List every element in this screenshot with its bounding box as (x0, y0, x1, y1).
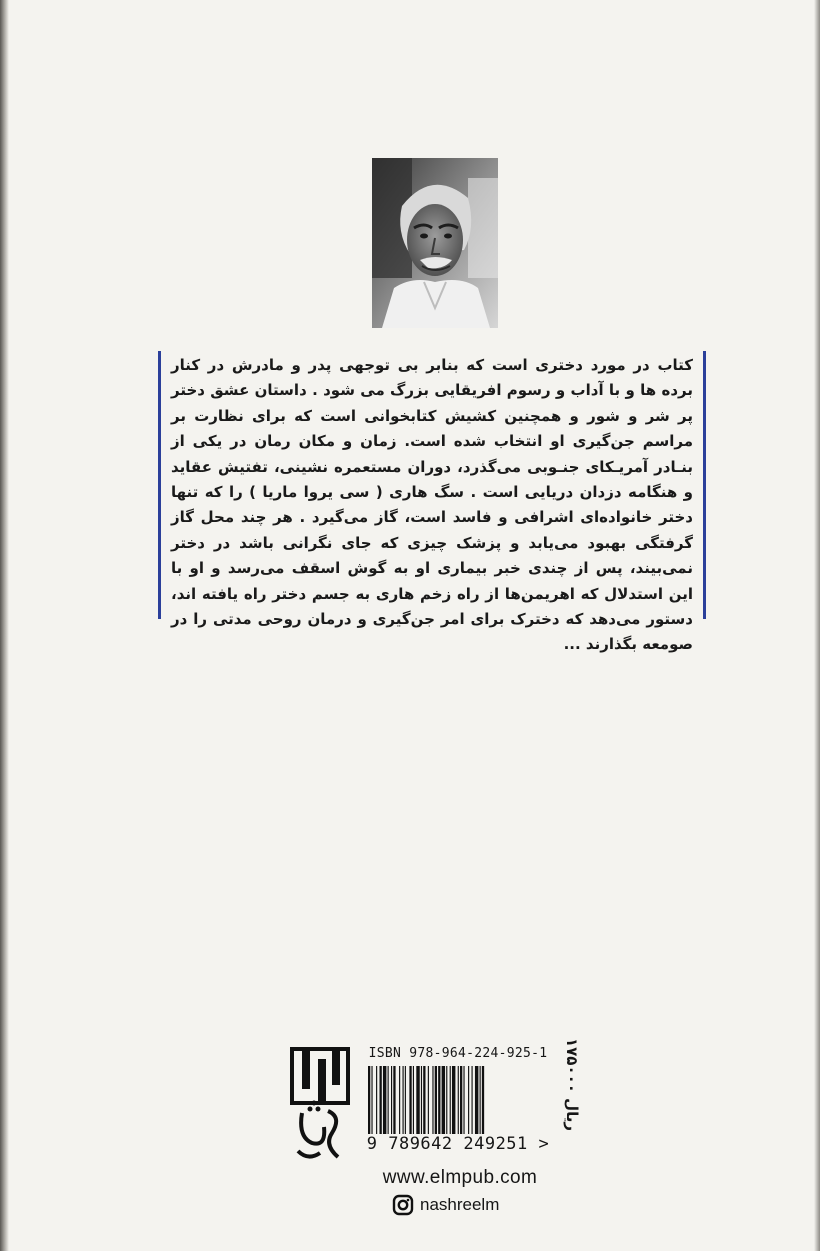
barcode-bar (472, 1066, 473, 1134)
barcode-bars (366, 1066, 552, 1134)
barcode-bar (413, 1066, 414, 1134)
publisher-social (392, 1192, 532, 1218)
barcode-bar (403, 1066, 404, 1134)
barcode-image (366, 1066, 552, 1134)
barcode-bar (380, 1066, 382, 1134)
barcode-bar (391, 1066, 392, 1134)
barcode-bar (388, 1066, 389, 1134)
barcode-bar (432, 1066, 433, 1134)
barcode-bar (482, 1066, 484, 1134)
barcode-bar (458, 1066, 459, 1134)
barcode-bar (421, 1066, 422, 1134)
book-description: کتاب در مورد دختری است که بنابر بی توجهی پدر و مادرش در کنار برده ها و با آداب و رسوم افریقایی بزرگ می شود . داستان عشق دختر پر شر و شور و همچنین کشیش کتابخوانی است که برای نظارت بر مراسم جن‌گیری او انتخاب شده است. زمان و مکان رمان در یکی از بنـادر آمریـکای جنـوبی می‌گذرد، دوران مستعمره نشینی، تفتیش عقاید و هنگامه دزدان دریایی است . سگ هاری ( سی یروا ماریا ) را که تنها دختر خانواده‌ای اشرافی و فاسد است، گاز می‌گیرد . هر چند محل گاز گرفتگی بهبود می‌یابد و پزشک چیزی که جای نگرانی باشد در دختر نمی‌بیند، پس از چندی خبر بیماری او به گوش اسقف می‌رسد و او با این استدلال که اهریمن‌ها از راه زخم هاری به جسم دختر راه یافته اند، دستور می‌دهد که دخترک برای امر جن‌گیری و درمان روحی مدتی را در صومعه بگذارند ... (171, 356, 693, 654)
barcode-bar (460, 1066, 462, 1134)
elm-publisher-logo-icon (288, 1047, 352, 1165)
isbn-label: ISBN 978-964-224-925-1 (368, 1046, 548, 1061)
barcode-bar (438, 1066, 440, 1134)
author-portrait-illustration (372, 158, 498, 328)
social-handle: nashreelm (420, 1195, 500, 1214)
instagram-icon (392, 1194, 414, 1216)
publisher-website: www.elmpub.com (382, 1167, 538, 1188)
barcode-bar (409, 1066, 411, 1134)
price-text: ۱۷۵۰۰۰ ریال (563, 1038, 581, 1132)
isbn-barcode-block (358, 1046, 558, 1160)
barcode-bar (428, 1066, 429, 1134)
page-edge (814, 0, 820, 1251)
barcode-bar (463, 1066, 464, 1134)
barcode-bar (383, 1066, 386, 1134)
barcode-bar (368, 1066, 370, 1134)
price-label (559, 1038, 585, 1158)
barcode-bar (416, 1066, 419, 1134)
barcode-bar (376, 1066, 377, 1134)
publisher-logo (288, 1047, 352, 1165)
barcode-bar (446, 1066, 447, 1134)
barcode-bar (442, 1066, 445, 1134)
spine-edge (0, 0, 9, 1251)
barcode-bar (480, 1066, 481, 1134)
barcode-bar (468, 1066, 469, 1134)
barcode-bar (435, 1066, 437, 1134)
barcode-bar (475, 1066, 478, 1134)
barcode-bar (450, 1066, 451, 1134)
author-photo (372, 158, 498, 328)
barcode-bar (399, 1066, 400, 1134)
barcode-bar (452, 1066, 455, 1134)
barcode-digits: 9 789642 249251 > (366, 1134, 550, 1154)
book-description-box (158, 351, 706, 654)
barcode-bar (405, 1066, 406, 1134)
barcode-bar (393, 1066, 395, 1134)
barcode-bar (371, 1066, 372, 1134)
barcode-bar (423, 1066, 425, 1134)
